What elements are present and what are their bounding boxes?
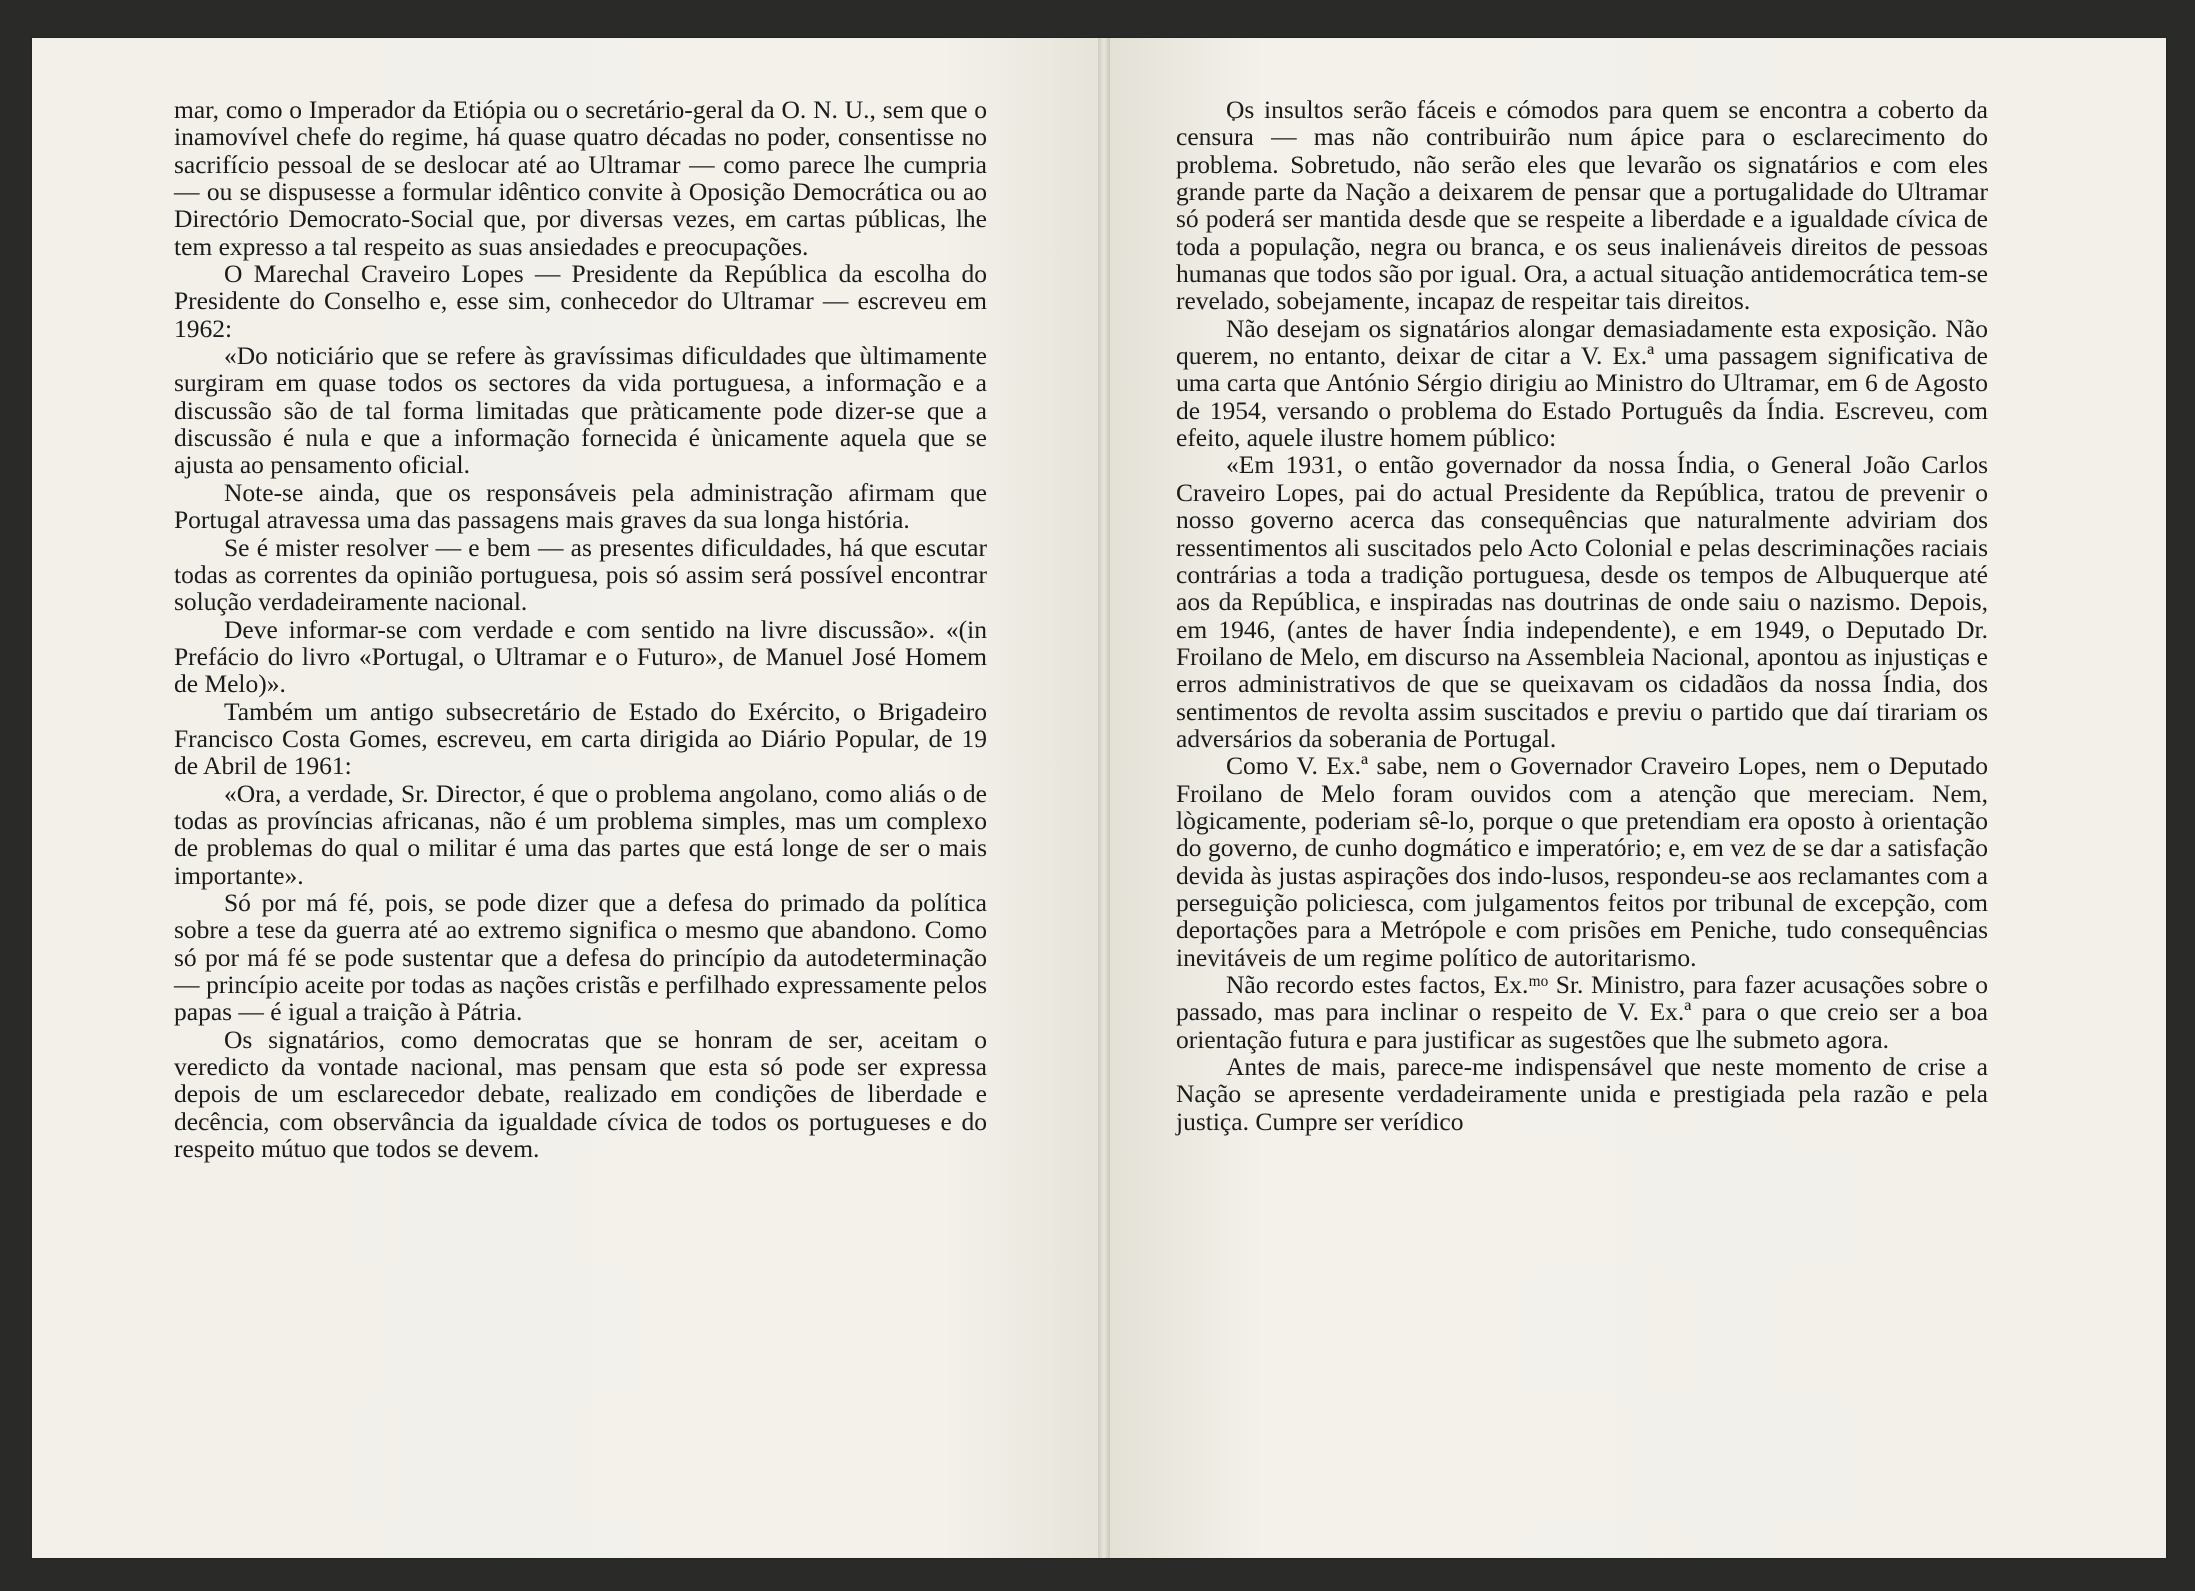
right-page-text [1176, 96, 1988, 1135]
paragraph: Os signatários, como democratas que se honram de ser, aceitam o veredicto da vontade nacional, mas pensam que esta só pode ser expressa depois de um esclarecedor debate, realizado em condições de liberdade e decência, com observância da igualdade cívica de todos os portugueses e do respeito mútuo que todos se devem. [174, 1024, 987, 1164]
paragraph: Deve informar-se com verdade e com sentido na livre discussão». «(in Prefácio do livro «Portugal, o Ultramar e o Futuro», de Manuel José Homem de Melo)». [174, 614, 987, 699]
paragraph: Também um antigo subsecretário de Estado do Exército, o Brigadeiro Francisco Costa Gomes, escreveu, em carta dirigida ao Diário Popular, de 19 de Abril de 1961: [174, 696, 987, 781]
paragraph: Só por má fé, pois, se pode dizer que a defesa do primado da política sobre a tese da guerra até ao extremo significa o mesmo que abandono. Como só por má fé se pode sustentar que a defesa do princípio da autodeterminação — princípio aceite por todas as nações cristãs e perfilhado expressamente pelos papas — é igual a traição à Pátria. [174, 887, 987, 1027]
paragraph: «Ora, a verdade, Sr. Director, é que o problema angolano, como aliás o de todas as províncias africanas, não é um problema simples, mas um complexo de problemas do qual o militar é uma das partes que está longe de ser o mais importante». [174, 778, 987, 890]
binding-gutter [1098, 38, 1110, 1558]
paragraph: O Marechal Craveiro Lopes — Presidente da República da escolha do Presidente do Conselho e, esse sim, conhecedor do Ultramar — escreveu em 1962: [174, 259, 987, 343]
paragraph: Não recordo estes factos, Ex.ᵐᵒ Sr. Ministro, para fazer acusações sobre o passado, mas para inclinar o respeito de V. Ex.ª para o que creio ser a boa orientação futura e para justificar as sugestões que lhe submeto agora. [1176, 970, 1988, 1054]
left-page-text [174, 96, 987, 1162]
paragraph: «Em 1931, o então governador da nossa Índia, o General João Carlos Craveiro Lopes, pai do actual Presidente da República, tratou de prevenir o nosso governo acerca das consequências que naturalmente adviriam dos ressentimentos ali suscitados pelo Acto Colonial e pelas descriminações raciais contrárias a toda a tradição portuguesa, desde os tempos de Albuquerque até aos da República, e inspiradas nas doutrinas de onde saiu o nazismo. Depois, em 1946, (antes de haver Índia independente), e em 1949, o Deputado Dr. Froilano de Melo, em discurso na Assembleia Nacional, apontou as injustiças e erros administrativos de que se queixavam os cidadãos da nossa Índia, dos sentimentos de revolta assim suscitados e previu o partido que daí tirariam os adversários da soberania de Portugal. [1176, 450, 1988, 753]
paragraph: Note-se ainda, que os responsáveis pela administração afirmam que Portugal atravessa uma das passagens mais graves da sua longa história. [174, 477, 987, 535]
paragraph: Como V. Ex.ª sabe, nem o Governador Craveiro Lopes, nem o Deputado Froilano de Melo foram ouvidos com a atenção que mereciam. Nem, lògicamente, poderiam sê-lo, porque o que pretendiam era oposto à orientação do governo, de cunho dogmático e imperatório; e, em vez de se dar a satisfação devida às justas aspirações dos indo-lusos, respondeu-se aos reclamantes com a perseguição policiesca, com julgamentos feitos por tribunal de excepção, com deportações para a Metrópole e com prisões em Peniche, tudo consequências inevitáveis de um regime político de autoritarismo. [1176, 751, 1988, 972]
paragraph: Não desejam os signatários alongar demasiadamente esta exposição. Não querem, no entanto, deixar de citar a V. Ex.ª uma passagem significativa de uma carta que António Sérgio dirigiu ao Ministro do Ultramar, em 6 de Agosto de 1954, versando o problema do Estado Português da Índia. Escreveu, com efeito, aquele ilustre homem público: [1176, 313, 1988, 453]
paragraph: Antes de mais, parece-me indispensável que neste momento de crise a Nação se apresente verdadeiramente unida e prestigiada pela razão e pela justiça. Cumpre ser verídico [1176, 1052, 1988, 1136]
paragraph: mar, como o Imperador da Etiópia ou o secretário-geral da O. N. U., sem que o inamovível chefe do regime, há quase quatro décadas no poder, consentisse no sacrifício pessoal de se deslocar até ao Ultramar — como parece lhe cumpria — ou se dispusesse a formular idêntico convite à Oposição Democrática ou ao Directório Democrato-Social que, por diversas vezes, em cartas públicas, lhe tem expresso a tal respeito as suas ansiedades e preocupações. [174, 95, 987, 261]
paragraph: «Do noticiário que se refere às gravíssimas dificuldades que ùltimamente surgiram em quase todos os sectores da vida portuguesa, a informação e a discussão são de tal forma limitadas que pràticamente pode dizer-se que a discussão é nula e que a informação fornecida é ùnicamente aquela que se ajusta ao pensamento oficial. [174, 341, 987, 480]
paragraph: Os insultos serão fáceis e cómodos para quem se encontra a coberto da censura — mas não contribuirão num ápice para o esclarecimento do problema. Sobretudo, não serão eles que levarão os signatários e com eles grande parte da Nação a deixarem de pensar que a portugalidade do Ultramar só poderá ser mantida desde que se respeite a liberdade e a igualdade cívica de toda a população, negra ou branca, e os seus inalienáveis direitos de pessoas humanas que todos são por igual. Ora, a actual situação antidemocrática tem-se revelado, sobejamente, incapaz de respeitar tais direitos. [1176, 95, 1988, 316]
paragraph: Se é mister resolver — e bem — as presentes dificuldades, há que escutar todas as correntes da opinião portuguesa, pois só assim será possível encontrar solução verdadeiramente nacional. [174, 532, 987, 617]
